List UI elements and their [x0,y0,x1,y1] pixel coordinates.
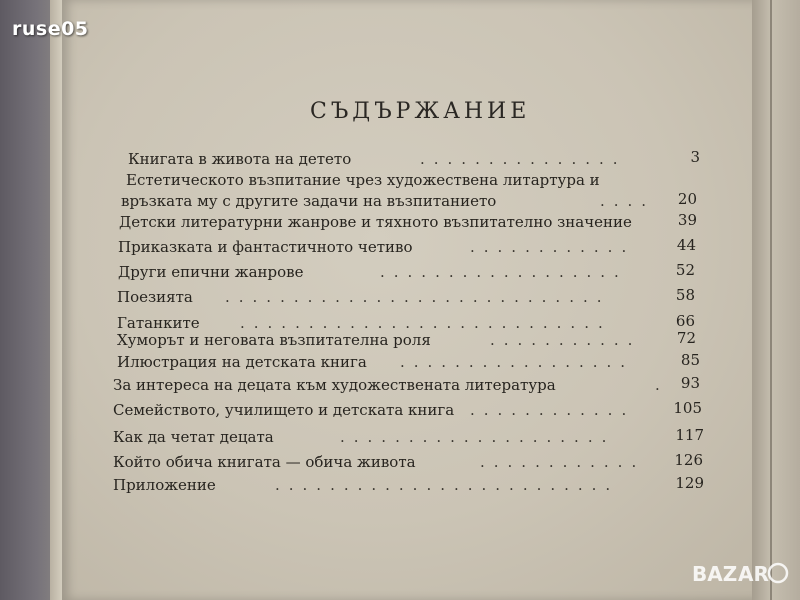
toc-entry-label: Приложение [113,476,216,494]
toc-entry [118,238,636,256]
toc-leader-dots: ........... [490,331,642,349]
toc-entry [118,263,628,281]
toc-leader-dots: .... [600,192,656,210]
toc-entry-label: Илюстрация на детската книга [117,353,367,371]
toc-entry [113,376,669,394]
toc-entry-label: Естетическото възпитание чрез художествена литартура и [126,171,600,189]
toc-entry-label: За интереса на децата към художествената литература [113,376,556,394]
toc-entry [117,288,611,306]
toc-leader-dots: ......................... [275,476,620,494]
toc-entry-label: Поезията [117,288,193,306]
toc-entry [128,150,627,168]
toc-entry [126,171,600,189]
toc-entry-label: Други епични жанрове [118,263,304,281]
toc-leader-dots: ............... [420,150,627,168]
toc-leader-dots: ............ [470,401,636,419]
toc-page-number: 52 [675,261,695,279]
toc-leader-dots: ........................... [240,314,612,332]
toc-page-number: 44 [676,236,696,254]
toc-leader-dots: ............ [470,238,636,256]
toc-entry-label: връзката му с другите задачи на възпитанието [121,192,497,210]
toc-page-number: 105 [673,399,702,417]
toc-leader-dots: .................... [340,428,616,446]
toc-page-number: 3 [690,148,700,166]
toc-entry [119,213,632,231]
toc-entry [113,401,636,419]
svg-text:AR: AR [738,562,769,586]
toc-page-number: 58 [675,286,695,304]
toc-entry-label: Семейството, училището и детската книга [113,401,455,419]
toc-entry [113,453,646,471]
toc-entry-label: Книгата в живота на детето [128,150,352,168]
toc-entry [117,353,635,371]
toc-entry-label: Който обича книгата — обича живота [113,453,416,471]
toc-entry-label: Детски литературни жанрове и тяхното възпитателно значение [119,213,632,231]
toc-page-number: 39 [677,211,697,229]
toc-leader-dots: ............ [480,453,646,471]
toc-page-number: 129 [675,474,704,492]
toc-leader-dots: .................. [380,263,628,281]
toc-entry-label: Как да четат децата [113,428,274,446]
toc-leader-dots: . [655,376,669,394]
watermark-username: ruse05 [12,18,89,40]
toc-page-number: 85 [680,351,700,369]
toc-entry-label: Приказката и фантастичното четиво [118,238,413,256]
toc-page-number: 20 [677,190,697,208]
toc-entry [113,428,616,446]
toc-page-number: 117 [675,426,704,444]
toc-entry-label: Хуморът и неговата възпитателна роля [117,331,431,349]
toc-page-number: 93 [680,374,700,392]
toc-entry [117,314,612,332]
toc-entry [113,476,620,494]
toc-entry [121,192,656,210]
toc-entry-label: Гатанките [117,314,200,332]
svg-text:BAZ: BAZ [692,562,738,586]
page-title: СЪДЪРЖАНИЕ [310,99,531,124]
toc-leader-dots: ................. [400,353,635,371]
toc-page-number: 66 [675,312,695,330]
toc-entry [117,331,642,349]
toc-page-number: 72 [676,329,696,347]
toc-page-number: 126 [674,451,703,469]
toc-leader-dots: ............................ [225,288,611,306]
